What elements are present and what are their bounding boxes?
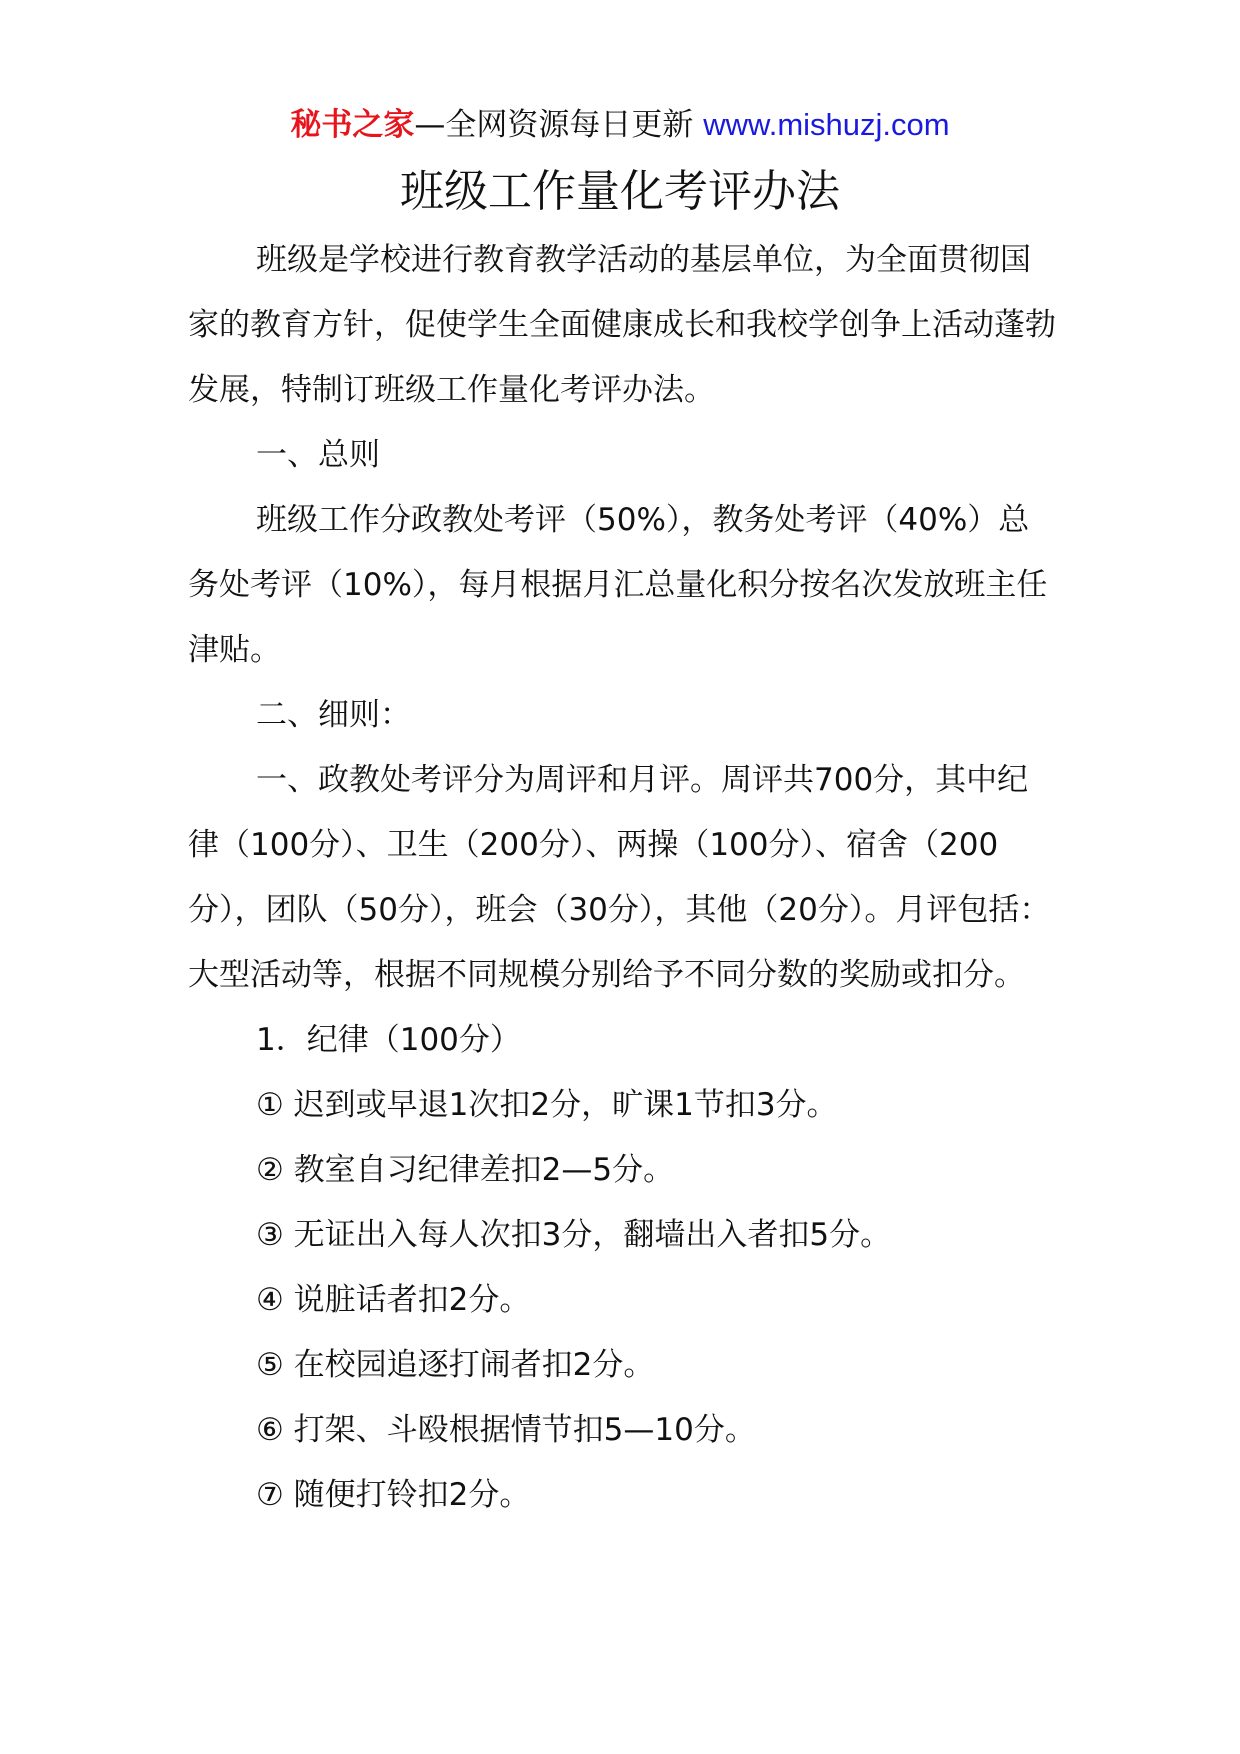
general-paragraph: 班级工作分政教处考评（50%），教务处考评（40%）总务处考评（10%），每月根据月汇总量化积分按名次发放班主任津贴。 bbox=[188, 502, 1048, 668]
rule-item: ③ 无证出入每人次扣3分，翻墙出入者扣5分。 bbox=[256, 1217, 892, 1253]
header-slogan: —全网资源每日更新 bbox=[414, 107, 704, 143]
discipline-heading: 1．纪律（100分） bbox=[256, 1022, 521, 1058]
details-paragraph: 一、政教处考评分为周评和月评。周评共700分，其中纪律（100分）、卫生（200分）、两操（100分）、宿舍（200分），团队（50分），班会（30分），其他（20分）。月评包括：大型活动等，根据不同规模分别给予不同分数的奖励或扣分。 bbox=[188, 762, 1051, 993]
rule-item: ⑥ 打架、斗殴根据情节扣5—10分。 bbox=[256, 1412, 756, 1448]
rule-item: ① 迟到或早退1次扣2分，旷课1节扣3分。 bbox=[256, 1087, 838, 1123]
rule-item: ④ 说脏话者扣2分。 bbox=[256, 1282, 531, 1318]
document-body bbox=[188, 228, 1058, 1528]
website-link[interactable]: www.mishuzj.com bbox=[703, 107, 950, 142]
brand-name: 秘书之家 bbox=[290, 107, 415, 143]
rule-item: ⑦ 随便打铃扣2分。 bbox=[256, 1477, 531, 1513]
section-heading-details: 二、细则： bbox=[256, 697, 411, 733]
header-banner bbox=[0, 100, 1240, 150]
rule-item: ⑤ 在校园追逐打闹者扣2分。 bbox=[256, 1347, 655, 1383]
document-title: 班级工作量化考评办法 bbox=[400, 166, 840, 217]
intro-paragraph: 班级是学校进行教育教学活动的基层单位，为全面贯彻国家的教育方针，促使学生全面健康成长和我校学创争上活动蓬勃发展，特制订班级工作量化考评办法。 bbox=[188, 242, 1056, 408]
rule-item: ② 教室自习纪律差扣2—5分。 bbox=[256, 1152, 675, 1188]
section-heading-general: 一、总则 bbox=[256, 437, 380, 473]
